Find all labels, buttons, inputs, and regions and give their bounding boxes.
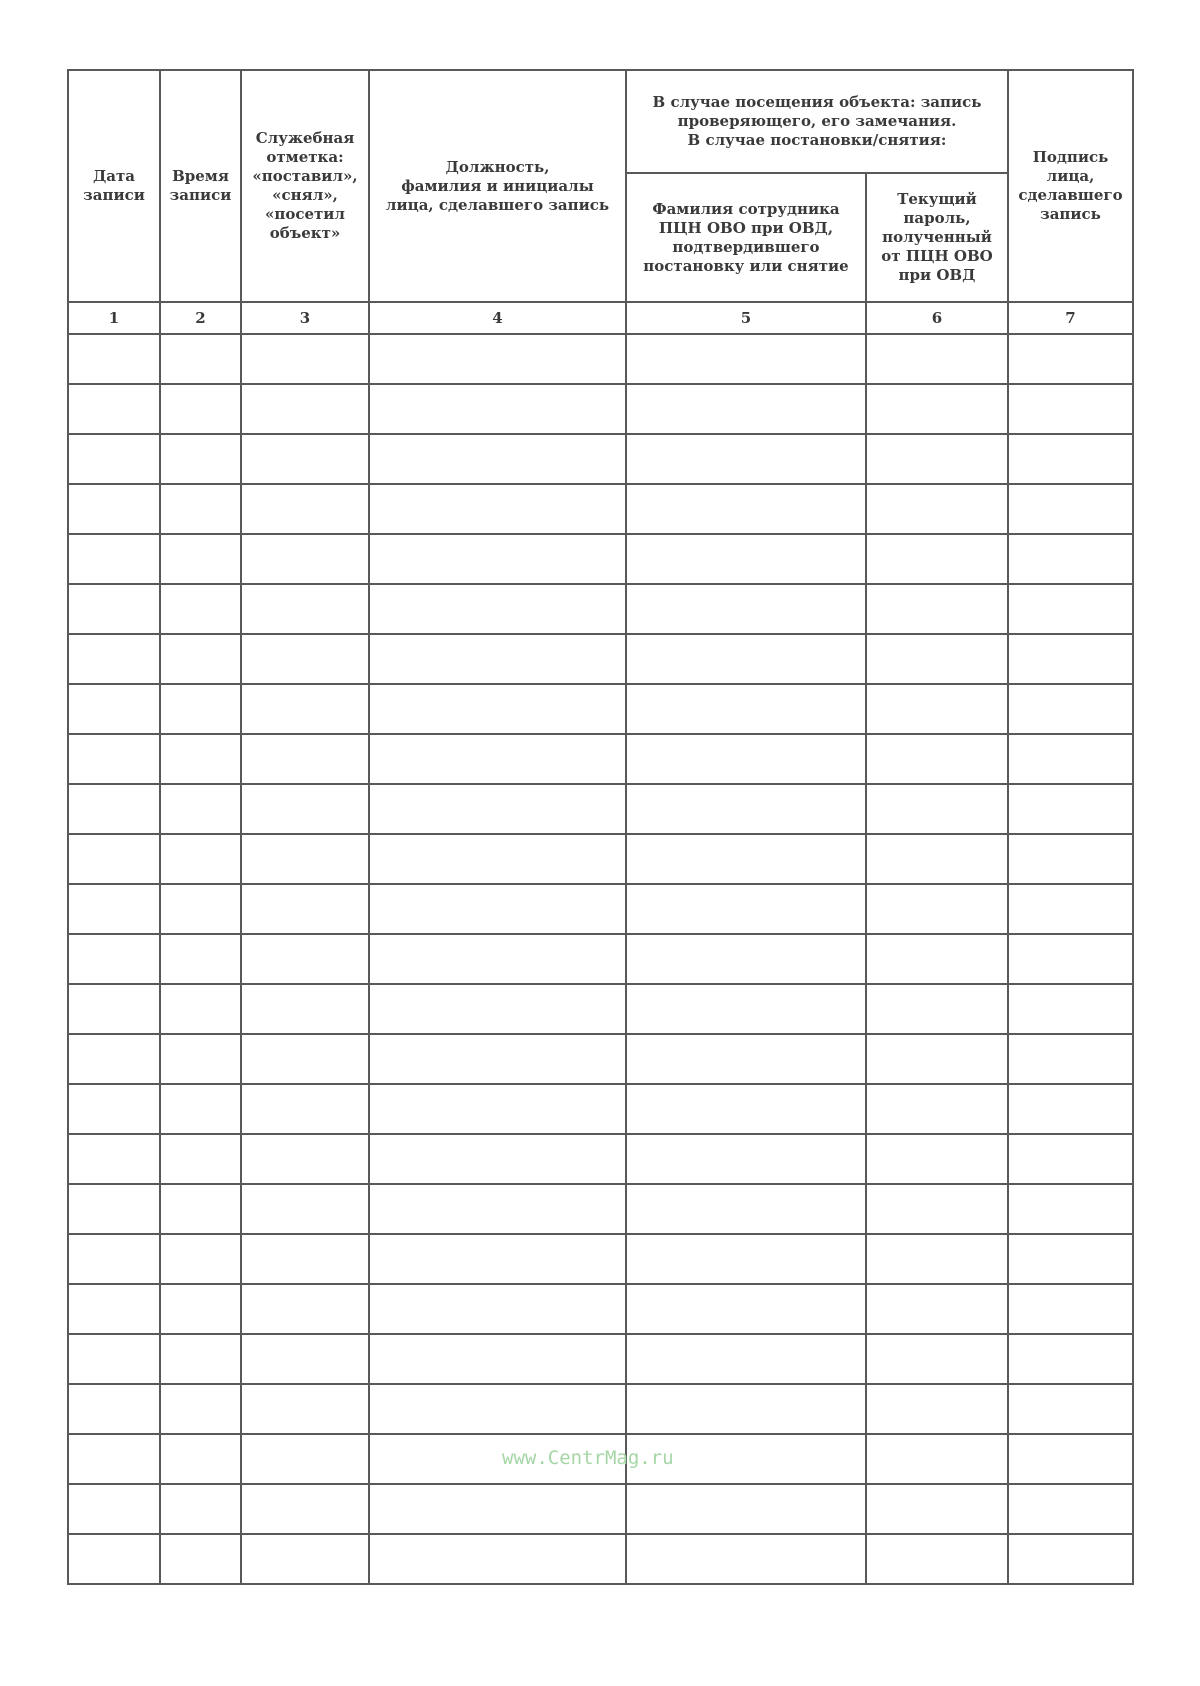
table-cell xyxy=(369,1134,626,1184)
table-cell xyxy=(68,534,160,584)
table-cell xyxy=(1008,584,1133,634)
table-row xyxy=(68,1384,1133,1434)
table-row xyxy=(68,984,1133,1034)
table-cell xyxy=(241,1434,369,1484)
table-cell xyxy=(369,1484,626,1534)
table-cell xyxy=(626,434,866,484)
table-cell xyxy=(68,1134,160,1184)
table-cell xyxy=(160,984,241,1034)
table-cell xyxy=(866,1184,1008,1234)
table-row xyxy=(68,384,1133,434)
column-number: 6 xyxy=(866,302,1008,334)
table-cell xyxy=(626,1334,866,1384)
table-cell xyxy=(866,884,1008,934)
table-cell xyxy=(241,784,369,834)
table-row xyxy=(68,434,1133,484)
table-cell xyxy=(626,684,866,734)
table-row xyxy=(68,884,1133,934)
table-cell xyxy=(160,1534,241,1584)
table-cell xyxy=(369,1084,626,1134)
table-cell xyxy=(160,784,241,834)
table-cell xyxy=(160,1034,241,1084)
table-cell xyxy=(369,934,626,984)
table-cell xyxy=(160,1184,241,1234)
table-cell xyxy=(160,384,241,434)
table-cell xyxy=(68,634,160,684)
watermark: www.CentrMag.ru xyxy=(502,1447,674,1469)
table-cell xyxy=(160,1484,241,1534)
table-cell xyxy=(626,334,866,384)
table-cell xyxy=(626,534,866,584)
table-cell xyxy=(68,834,160,884)
table-cell xyxy=(160,1234,241,1284)
table-cell xyxy=(866,484,1008,534)
table-cell xyxy=(160,734,241,784)
table-cell xyxy=(160,934,241,984)
table-cell xyxy=(1008,1184,1133,1234)
table-cell xyxy=(866,684,1008,734)
table-cell xyxy=(68,584,160,634)
table-cell xyxy=(866,1034,1008,1084)
table-cell xyxy=(626,1234,866,1284)
table-cell xyxy=(68,334,160,384)
table-cell xyxy=(1008,1034,1133,1084)
table-cell xyxy=(68,1184,160,1234)
table-cell xyxy=(1008,1534,1133,1584)
column-number: 4 xyxy=(369,302,626,334)
table-cell xyxy=(160,834,241,884)
header-password: Текущий пароль, полученный от ПЦН ОВО при ОВД xyxy=(866,173,1008,302)
journal-body xyxy=(68,334,1133,1584)
table-cell xyxy=(241,834,369,884)
table-cell xyxy=(369,634,626,684)
table-cell xyxy=(1008,1284,1133,1334)
table-cell xyxy=(1008,684,1133,734)
table-cell xyxy=(866,934,1008,984)
table-row xyxy=(68,1334,1133,1384)
table-row xyxy=(68,1234,1133,1284)
table-cell xyxy=(1008,984,1133,1034)
table-cell xyxy=(1008,1134,1133,1184)
column-number: 3 xyxy=(241,302,369,334)
table-cell xyxy=(626,1384,866,1434)
table-row xyxy=(68,934,1133,984)
table-row xyxy=(68,584,1133,634)
table-cell xyxy=(866,584,1008,634)
table-cell xyxy=(866,734,1008,784)
table-cell xyxy=(369,584,626,634)
table-cell xyxy=(160,584,241,634)
table-cell xyxy=(1008,834,1133,884)
table-cell xyxy=(1008,534,1133,584)
table-cell xyxy=(626,484,866,534)
table-cell xyxy=(68,1434,160,1484)
table-cell xyxy=(241,584,369,634)
table-cell xyxy=(369,834,626,884)
table-cell xyxy=(866,434,1008,484)
column-number: 7 xyxy=(1008,302,1133,334)
table-cell xyxy=(866,1484,1008,1534)
table-cell xyxy=(160,634,241,684)
table-cell xyxy=(369,1034,626,1084)
table-cell xyxy=(68,1084,160,1134)
table-cell xyxy=(369,1184,626,1234)
table-cell xyxy=(1008,1434,1133,1484)
journal-table xyxy=(67,69,1134,1585)
table-row xyxy=(68,484,1133,534)
table-row xyxy=(68,334,1133,384)
table-cell xyxy=(68,1234,160,1284)
table-cell xyxy=(160,1084,241,1134)
table-cell xyxy=(241,434,369,484)
table-cell xyxy=(626,1284,866,1334)
table-cell xyxy=(1008,1334,1133,1384)
table-cell xyxy=(68,1034,160,1084)
table-cell xyxy=(68,784,160,834)
table-row xyxy=(68,1534,1133,1584)
table-cell xyxy=(1008,1234,1133,1284)
table-cell xyxy=(241,1184,369,1234)
header-time: Время записи xyxy=(160,70,241,302)
table-cell xyxy=(369,684,626,734)
table-cell xyxy=(1008,934,1133,984)
table-cell xyxy=(866,1084,1008,1134)
header-signature: Подпись лица, сделавшего запись xyxy=(1008,70,1133,302)
table-cell xyxy=(626,634,866,684)
header-date: Дата записи xyxy=(68,70,160,302)
table-cell xyxy=(369,1284,626,1334)
table-cell xyxy=(160,484,241,534)
table-row xyxy=(68,834,1133,884)
table-cell xyxy=(866,784,1008,834)
table-cell xyxy=(1008,384,1133,434)
table-cell xyxy=(241,1134,369,1184)
table-cell xyxy=(68,434,160,484)
table-cell xyxy=(866,1134,1008,1184)
table-cell xyxy=(241,1384,369,1434)
table-cell xyxy=(68,384,160,434)
table-cell xyxy=(626,1084,866,1134)
table-cell xyxy=(160,1134,241,1184)
table-cell xyxy=(369,484,626,534)
table-row xyxy=(68,734,1133,784)
table-cell xyxy=(866,1334,1008,1384)
table-cell xyxy=(68,1384,160,1434)
table-cell xyxy=(241,1234,369,1284)
header-position: Должность, фамилия и инициалы лица, сделавшего запись xyxy=(369,70,626,302)
table-cell xyxy=(866,1534,1008,1584)
table-cell xyxy=(626,1484,866,1534)
table-cell xyxy=(626,1534,866,1584)
table-cell xyxy=(866,1434,1008,1484)
table-cell xyxy=(1008,734,1133,784)
table-cell xyxy=(68,1534,160,1584)
table-cell xyxy=(241,684,369,734)
table-cell xyxy=(866,1384,1008,1434)
column-number-row xyxy=(68,302,1133,334)
table-cell xyxy=(369,334,626,384)
table-cell xyxy=(68,884,160,934)
table-cell xyxy=(369,734,626,784)
table-cell xyxy=(626,984,866,1034)
table-cell xyxy=(160,1284,241,1334)
table-cell xyxy=(241,1484,369,1534)
table-cell xyxy=(626,934,866,984)
table-cell xyxy=(241,1084,369,1134)
table-cell xyxy=(68,1484,160,1534)
table-cell xyxy=(369,1534,626,1584)
table-row xyxy=(68,1034,1133,1084)
table-cell xyxy=(68,484,160,534)
table-cell xyxy=(369,984,626,1034)
header-group: В случае посещения объекта: запись проверяющего, его замечания. В случае постановки/снятия: xyxy=(626,70,1008,173)
table-cell xyxy=(866,1284,1008,1334)
table-cell xyxy=(68,1334,160,1384)
table-cell xyxy=(626,784,866,834)
table-cell xyxy=(241,934,369,984)
table-cell xyxy=(68,734,160,784)
table-cell xyxy=(160,884,241,934)
table-cell xyxy=(241,984,369,1034)
table-cell xyxy=(68,1284,160,1334)
table-cell xyxy=(241,1334,369,1384)
table-cell xyxy=(626,1134,866,1184)
table-cell xyxy=(68,684,160,734)
table-cell xyxy=(160,434,241,484)
table-row xyxy=(68,634,1133,684)
table-cell xyxy=(241,1284,369,1334)
table-cell xyxy=(626,1184,866,1234)
table-cell xyxy=(241,1034,369,1084)
table-cell xyxy=(241,484,369,534)
column-number: 1 xyxy=(68,302,160,334)
table-cell xyxy=(160,534,241,584)
table-row xyxy=(68,1184,1133,1234)
column-number: 2 xyxy=(160,302,241,334)
table-row xyxy=(68,784,1133,834)
header-employee: Фамилия сотрудника ПЦН ОВО при ОВД, подтвердившего постановку или снятие xyxy=(626,173,866,302)
table-cell xyxy=(626,834,866,884)
table-cell xyxy=(241,334,369,384)
table-cell xyxy=(866,384,1008,434)
table-cell xyxy=(369,534,626,584)
table-cell xyxy=(626,584,866,634)
table-cell xyxy=(160,334,241,384)
table-cell xyxy=(369,1234,626,1284)
table-row xyxy=(68,1134,1133,1184)
table-row xyxy=(68,534,1133,584)
table-cell xyxy=(1008,484,1133,534)
table-cell xyxy=(68,984,160,1034)
table-cell xyxy=(160,1334,241,1384)
table-row xyxy=(68,1084,1133,1134)
table-cell xyxy=(369,784,626,834)
table-cell xyxy=(1008,634,1133,684)
table-cell xyxy=(1008,1084,1133,1134)
table-cell xyxy=(241,734,369,784)
table-row xyxy=(68,1484,1133,1534)
table-cell xyxy=(241,534,369,584)
table-cell xyxy=(1008,334,1133,384)
header-mark: Служебная отметка: «поставил», «снял», «посетил объект» xyxy=(241,70,369,302)
table-cell xyxy=(68,934,160,984)
table-cell xyxy=(1008,884,1133,934)
table-cell xyxy=(866,534,1008,584)
table-cell xyxy=(866,984,1008,1034)
table-cell xyxy=(160,1384,241,1434)
table-cell xyxy=(369,1384,626,1434)
table-cell xyxy=(1008,434,1133,484)
table-cell xyxy=(160,684,241,734)
table-cell xyxy=(241,384,369,434)
table-row xyxy=(68,1284,1133,1334)
table-row xyxy=(68,684,1133,734)
table-cell xyxy=(241,634,369,684)
table-cell xyxy=(626,384,866,434)
table-cell xyxy=(866,634,1008,684)
table-cell xyxy=(1008,1484,1133,1534)
table-cell xyxy=(241,884,369,934)
table-cell xyxy=(626,734,866,784)
table-cell xyxy=(1008,784,1133,834)
table-cell xyxy=(369,434,626,484)
table-cell xyxy=(369,884,626,934)
table-cell xyxy=(866,1234,1008,1284)
table-cell xyxy=(241,1534,369,1584)
table-cell xyxy=(626,1034,866,1084)
table-cell xyxy=(1008,1384,1133,1434)
table-cell xyxy=(160,1434,241,1484)
table-cell xyxy=(866,334,1008,384)
table-cell xyxy=(626,884,866,934)
table-cell xyxy=(369,384,626,434)
column-number: 5 xyxy=(626,302,866,334)
table-cell xyxy=(866,834,1008,884)
table-cell xyxy=(369,1334,626,1384)
